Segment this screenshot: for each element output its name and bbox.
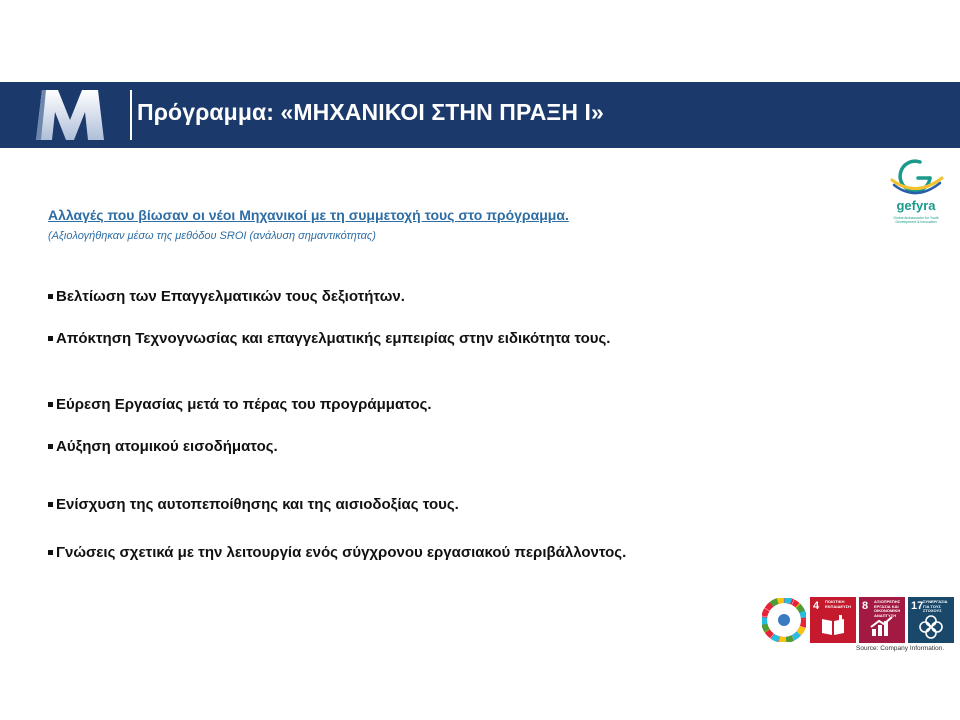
sdg-number: 8 xyxy=(862,600,869,612)
list-item-text: Ενίσχυση της αυτοπεποίθησης και της αισιοδοξίας τους. xyxy=(56,496,459,513)
list-item-text: Αύξηση ατομικού εισοδήματος. xyxy=(56,438,278,455)
list-item xyxy=(48,496,459,513)
bullet-square-icon xyxy=(48,336,53,341)
m-logo-icon xyxy=(32,86,108,144)
header-divider xyxy=(130,90,132,140)
sdg-tile-4 xyxy=(810,597,856,643)
page-title: Πρόγραμμα: «ΜΗΧΑΝΙΚΟΙ ΣΤΗΝ ΠΡΑΞΗ Ι» xyxy=(137,99,604,125)
source-note: Source: Company Information. xyxy=(856,645,945,652)
gefyra-logo xyxy=(884,156,948,232)
book-icon xyxy=(820,615,846,637)
growth-chart-icon xyxy=(869,615,895,637)
gefyra-wordmark: gefyra xyxy=(896,198,936,213)
list-item xyxy=(48,330,610,347)
list-item-text: Βελτίωση των Επαγγελματικών τους δεξιοτήτων. xyxy=(56,288,405,305)
sdg-tile-8 xyxy=(859,597,905,643)
sdg-tile-17 xyxy=(908,597,954,643)
list-item-text: Εύρεση Εργασίας μετά το πέρας του προγράμματος. xyxy=(56,396,432,413)
list-item-text: Γνώσεις σχετικά με την λειτουργία ενός σύγχρονου εργασιακού περιβάλλοντος. xyxy=(56,544,627,561)
section-note: (Αξιολογήθηκαν μέσω της μεθόδου SROI (ανάλυση σημαντικότητας) xyxy=(48,230,376,242)
sdg-label: ΣΥΝΕΡΓΑΣΙΑ ΓΙΑ ΤΟΥΣ ΣΤΟΧΟΥΣ xyxy=(923,599,948,613)
list-item-text: Απόκτηση Τεχνογνωσίας και επαγγελματικής εμπειρίας στην ειδικότητα τους. xyxy=(56,330,611,347)
list-item xyxy=(48,544,626,561)
list-item xyxy=(48,438,278,455)
bullet-square-icon xyxy=(48,550,53,555)
gefyra-logo-icon xyxy=(884,156,948,200)
bullet-square-icon xyxy=(48,402,53,407)
bullet-square-icon xyxy=(48,444,53,449)
list-item xyxy=(48,288,405,305)
bullet-square-icon xyxy=(48,294,53,299)
partnership-rings-icon xyxy=(918,615,944,639)
gefyra-tagline: Global Ambassador for Youth Development & Innovation xyxy=(893,216,939,224)
sdg-wheel-icon xyxy=(762,598,806,642)
sdg-label: ΑΞΙΟΠΡΕΠΗΣ ΕΡΓΑΣΙΑ ΚΑΙ ΟΙΚΟΝΟΜΙΚΗ ΑΝΑΠΤΥΞΗ xyxy=(874,599,901,618)
section-subheading: Αλλαγές που βίωσαν οι νέοι Μηχανικοί με τη συμμετοχή τους στο πρόγραμμα. xyxy=(48,207,569,223)
sdg-label: ΠΟΙΟΤΙΚΗ ΕΚΠΑΙΔΕΥΣΗ xyxy=(825,599,851,609)
bullet-square-icon xyxy=(48,502,53,507)
list-item xyxy=(48,396,432,413)
sdg-number: 4 xyxy=(813,600,820,612)
sdg-number: 17 xyxy=(911,600,924,612)
